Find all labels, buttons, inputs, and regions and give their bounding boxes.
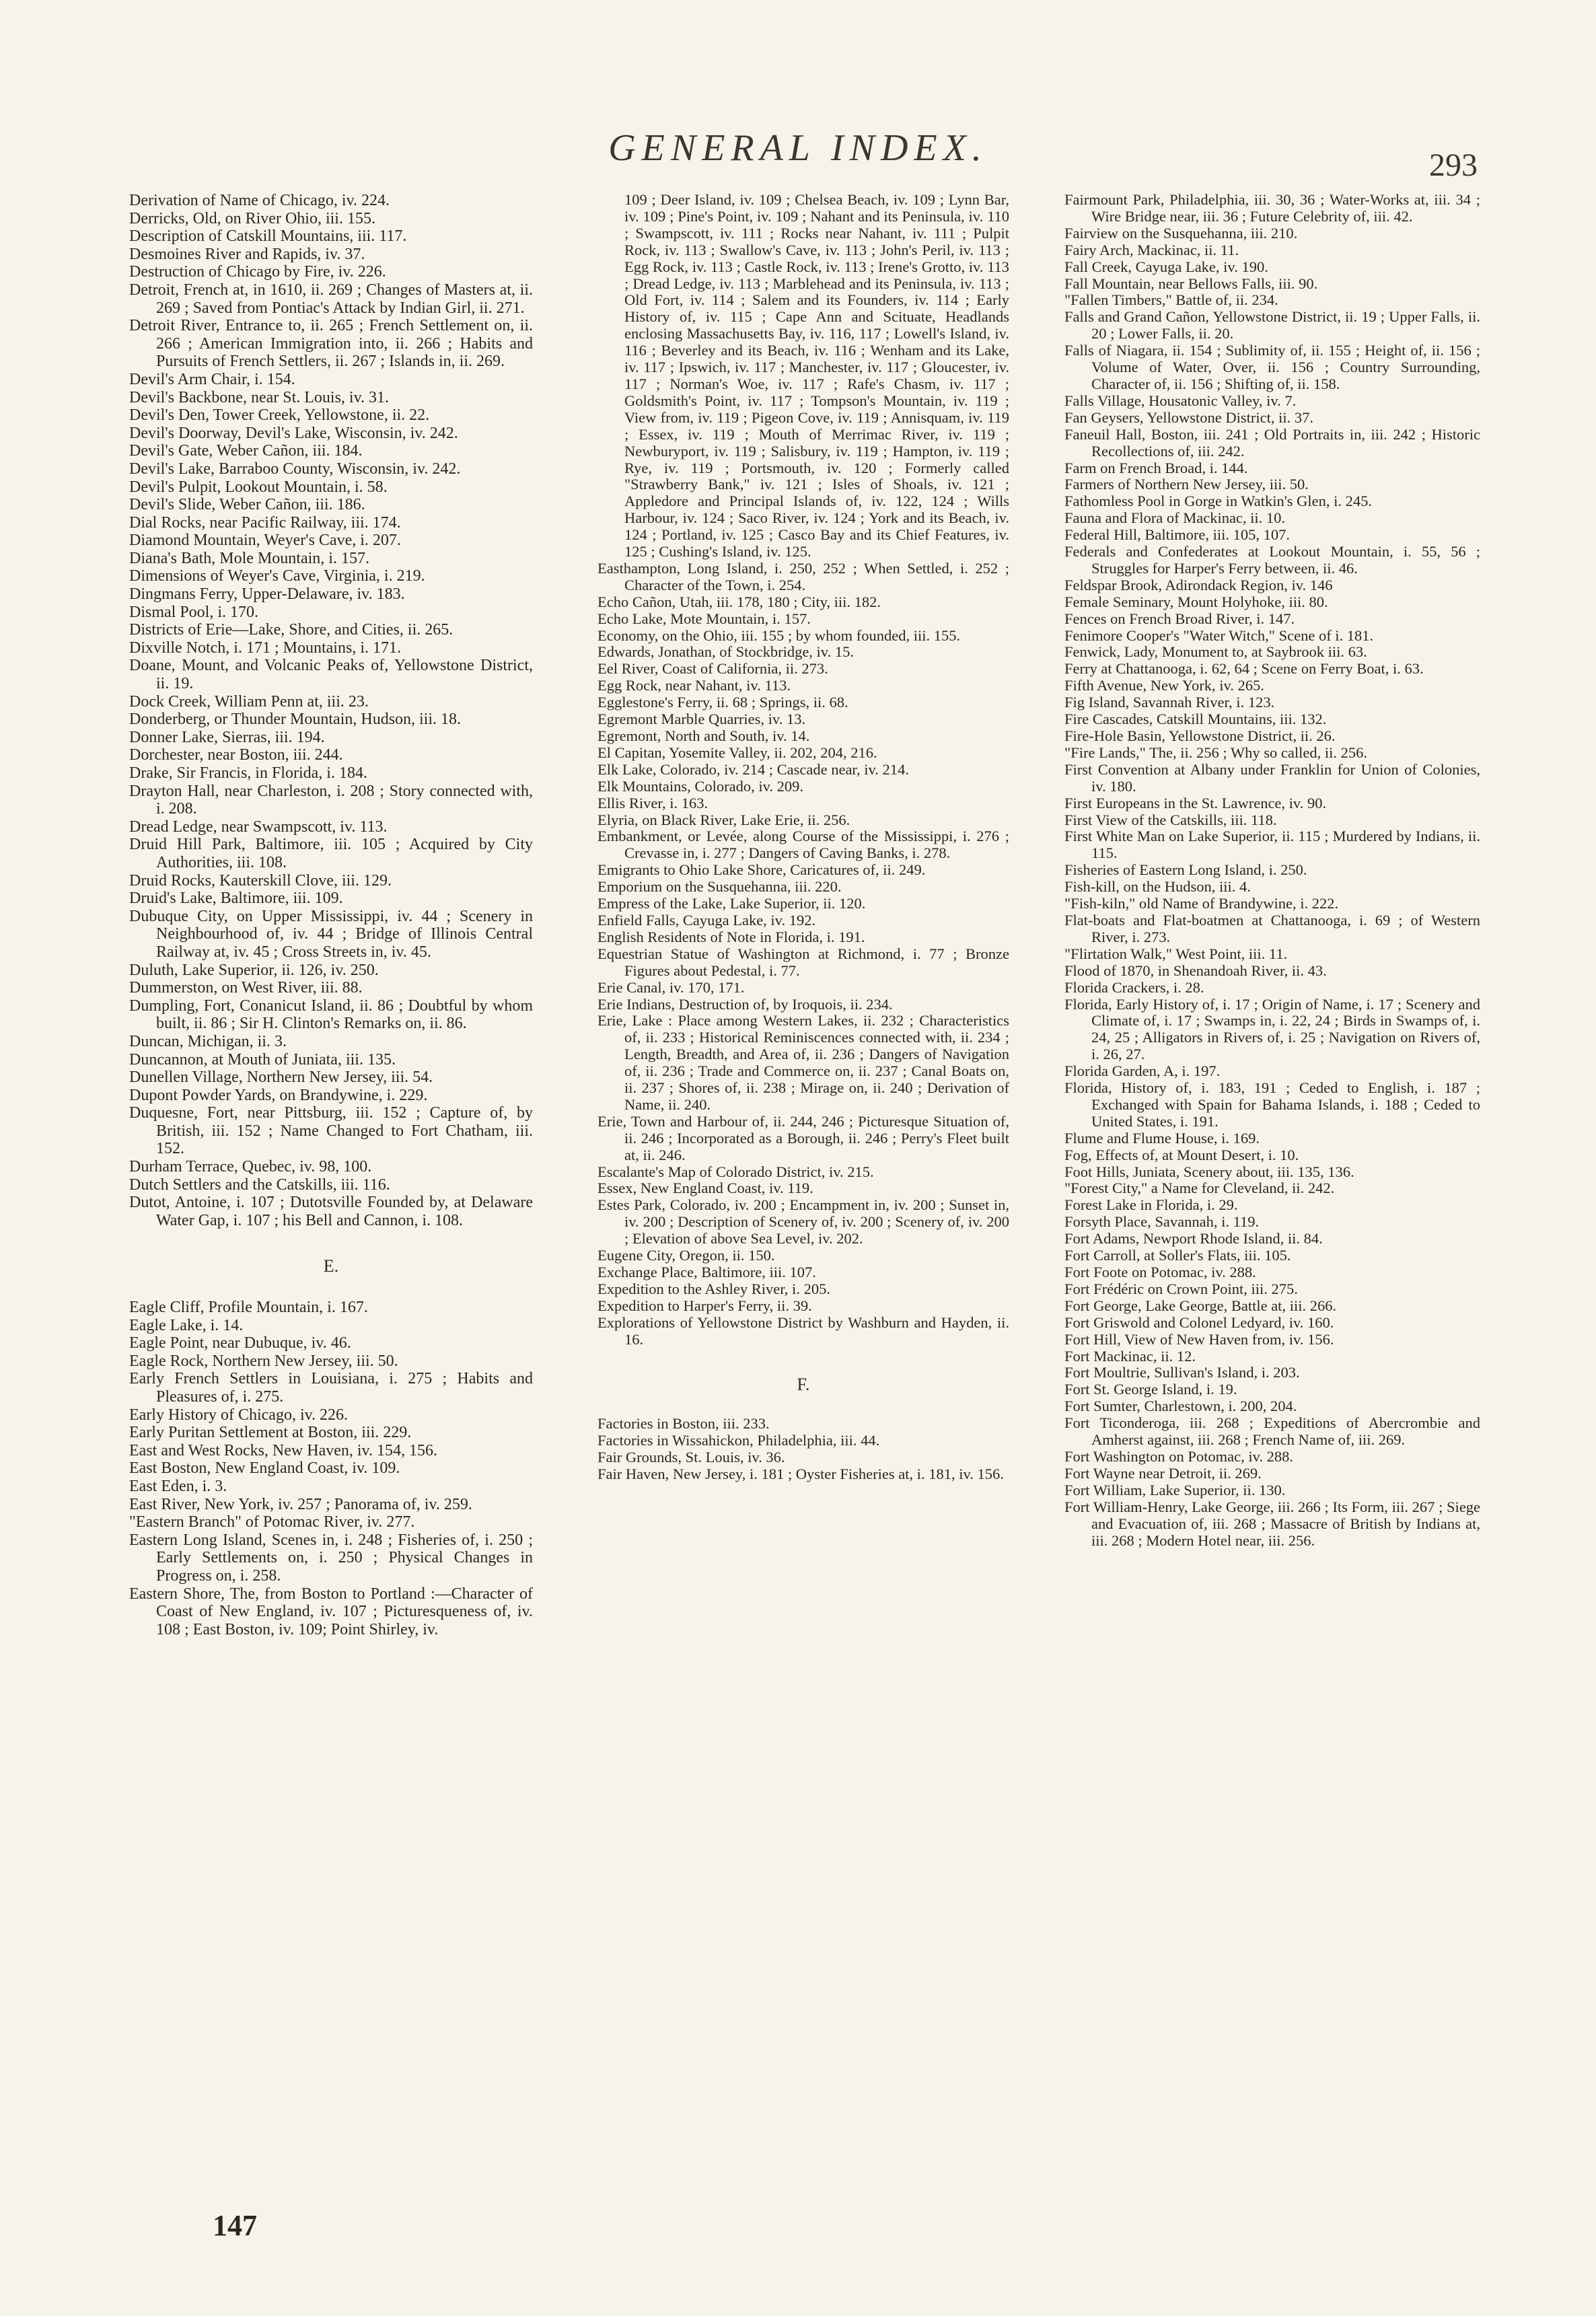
- index-entry: Dutot, Antoine, i. 107 ; Dutotsville Founded by, at Delaware Water Gap, i. 107 ; his Bell and Cannon, i. 108.: [129, 1194, 533, 1229]
- index-entry: Donner Lake, Sierras, iii. 194.: [129, 728, 325, 746]
- index-entry: Fort St. George Island, i. 19.: [1064, 1381, 1237, 1398]
- index-entry: Detroit River, Entrance to, ii. 265 ; French Settlement on, ii. 266 ; American Immigration into, ii. 266 ; Habits and Pursuits of French Settlers, ii. 267 ; Islands in, ii. 269.: [129, 317, 533, 371]
- index-entry: Devil's Gate, Weber Cañon, iii. 184.: [129, 442, 363, 460]
- index-entry: Durham Terrace, Quebec, iv. 98, 100.: [129, 1158, 372, 1176]
- index-entry: "Forest City," a Name for Cleveland, ii. 242.: [1064, 1180, 1335, 1197]
- index-entry: Fort Carroll, at Soller's Flats, iii. 105.: [1064, 1247, 1291, 1264]
- index-entry: East and West Rocks, New Haven, iv. 154, 156.: [129, 1441, 437, 1459]
- index-entry: "Fire Lands," The, ii. 256 ; Why so called, ii. 256.: [1064, 744, 1367, 761]
- index-entry: East Boston, New England Coast, iv. 109.: [129, 1459, 400, 1478]
- index-entry: Fenimore Cooper's "Water Witch," Scene of i. 181.: [1064, 626, 1374, 644]
- index-entry: Farm on French Broad, i. 144.: [1064, 459, 1248, 476]
- index-entry: Eagle Point, near Dubuque, iv. 46.: [129, 1334, 351, 1352]
- index-entry: Fort Hill, View of New Haven from, iv. 156.: [1064, 1330, 1334, 1348]
- index-entry: Elk Lake, Colorado, iv. 214 ; Cascade near, iv. 214.: [597, 760, 909, 778]
- index-entry: Devil's Slide, Weber Cañon, iii. 186.: [129, 496, 365, 514]
- index-entry: Fauna and Flora of Mackinac, ii. 10.: [1064, 509, 1286, 527]
- index-entry: Emporium on the Susquehanna, iii. 220.: [597, 878, 842, 896]
- index-entry: First View of the Catskills, iii. 118.: [1064, 811, 1277, 828]
- index-entry: Devil's Pulpit, Lookout Mountain, i. 58.: [129, 478, 388, 496]
- index-entry: Dingmans Ferry, Upper-Delaware, iv. 183.: [129, 585, 405, 604]
- index-entry: Eel River, Coast of California, ii. 273.: [597, 660, 828, 678]
- index-entry: Easthampton, Long Island, i. 250, 252 ; When Settled, i. 252 ; Character of the Town, i. 254.: [597, 559, 1009, 593]
- index-entry: Fort Washington on Potomac, iv. 288.: [1064, 1447, 1294, 1465]
- index-entry: Fish-kill, on the Hudson, iii. 4.: [1064, 878, 1251, 896]
- index-entry: Devil's Backbone, near St. Louis, iv. 31.: [129, 388, 390, 406]
- index-entry: Fences on French Broad River, i. 147.: [1064, 610, 1295, 627]
- index-entry: Eugene City, Oregon, ii. 150.: [597, 1247, 775, 1264]
- index-entry: Districts of Erie—Lake, Shore, and Cities, ii. 265.: [129, 621, 454, 639]
- index-entry: Dutch Settlers and the Catskills, iii. 116.: [129, 1175, 390, 1194]
- index-entry: Ferry at Chattanooga, i. 62, 64 ; Scene on Ferry Boat, i. 63.: [1064, 660, 1424, 678]
- index-entry: Fort Mackinac, ii. 12.: [1064, 1347, 1196, 1365]
- index-entry: Fig Island, Savannah River, i. 123.: [1064, 694, 1275, 711]
- index-entry: Factories in Wissahickon, Philadelphia, iii. 44.: [597, 1432, 880, 1449]
- index-entry: Fog, Effects of, at Mount Desert, i. 10.: [1064, 1146, 1299, 1163]
- index-entry: Dubuque City, on Upper Mississippi, iv. 44 ; Scenery in Neighbourhood of, iv. 44 ; Bridge of Illinois Central Railway at, iv. 45 ; Cross Streets in, iv. 45.: [129, 907, 533, 961]
- index-entry: Fort George, Lake George, Battle at, iii. 266.: [1064, 1297, 1337, 1314]
- index-entry: Doane, Mount, and Volcanic Peaks of, Yellowstone District, ii. 19.: [129, 657, 533, 693]
- index-column-3: [1064, 192, 1480, 1549]
- index-entry: Fort Sumter, Charlestown, i. 200, 204.: [1064, 1398, 1297, 1415]
- index-entry: Fairy Arch, Mackinac, ii. 11.: [1064, 241, 1239, 258]
- index-entry: Erie, Town and Harbour of, ii. 244, 246 ; Picturesque Situation of, ii. 246 ; Incorporated as a Borough, ii. 246 ; Perry's Fleet built at, ii. 246.: [597, 1112, 1009, 1163]
- index-entry: Derivation of Name of Chicago, iv. 224.: [129, 192, 390, 209]
- index-entry: Farmers of Northern New Jersey, iii. 50.: [1064, 476, 1309, 493]
- index-entry: Fort Moultrie, Sullivan's Island, i. 203.: [1064, 1364, 1300, 1381]
- index-entry: Dumpling, Fort, Conanicut Island, ii. 86 ; Doubtful by whom built, ii. 86 ; Sir H. Clinton's Remarks on, ii. 86.: [129, 997, 533, 1033]
- page-number: 293: [1429, 147, 1478, 183]
- index-entry: Exchange Place, Baltimore, iii. 107.: [597, 1264, 816, 1280]
- index-entry: Ellis River, i. 163.: [597, 794, 709, 811]
- index-entry: First Convention at Albany under Franklin for Union of Colonies, iv. 180.: [1064, 760, 1480, 795]
- index-entry: Federals and Confederates at Lookout Mountain, i. 55, 56 ; Struggles for Harper's Ferry between, ii. 46.: [1064, 543, 1480, 577]
- index-entry: Federal Hill, Baltimore, iii. 105, 107.: [1064, 526, 1290, 544]
- index-entry: Enfield Falls, Cayuga Lake, iv. 192.: [597, 911, 816, 929]
- index-entry: Erie Canal, iv. 170, 171.: [597, 978, 745, 996]
- index-entry: Fort Ticonderoga, iii. 268 ; Expeditions of Abercrombie and Amherst against, iii. 268 ; French Name of, iii. 269.: [1064, 1414, 1480, 1449]
- index-entry: Detroit, French at, in 1610, ii. 269 ; Changes of Masters at, ii. 269 ; Saved from Pontiac's Attack by Indian Girl, ii. 271.: [129, 281, 533, 317]
- index-entry: Fall Mountain, near Bellows Falls, iii. 90.: [1064, 275, 1318, 292]
- index-entry: Fort Adams, Newport Rhode Island, ii. 84.: [1064, 1230, 1323, 1247]
- index-entry: Drake, Sir Francis, in Florida, i. 184.: [129, 764, 367, 782]
- index-entry: Diana's Bath, Mole Mountain, i. 157.: [129, 549, 369, 567]
- index-entry: Edwards, Jonathan, of Stockbridge, iv. 15.: [597, 643, 854, 661]
- index-entry: Florida Garden, A, i. 197.: [1064, 1062, 1221, 1080]
- index-entry: "Fish-kiln," old Name of Brandywine, i. 222.: [1064, 895, 1339, 912]
- index-entry: Dupont Powder Yards, on Brandywine, i. 229.: [129, 1086, 428, 1104]
- index-entry: Foot Hills, Juniata, Scenery about, iii. 135, 136.: [1064, 1163, 1354, 1180]
- index-entry: Duncan, Michigan, ii. 3.: [129, 1032, 287, 1050]
- index-column-1: [129, 192, 533, 1638]
- index-entry: Female Seminary, Mount Holyhoke, iii. 80.: [1064, 593, 1328, 610]
- index-entry: First Europeans in the St. Lawrence, iv. 90.: [1064, 794, 1327, 811]
- index-entry: Dixville Notch, i. 171 ; Mountains, i. 171.: [129, 639, 401, 657]
- index-entry: Early History of Chicago, iv. 226.: [129, 1406, 349, 1424]
- index-entry: Expedition to the Ashley River, i. 205.: [597, 1280, 830, 1297]
- index-entry: Florida, History of, i. 183, 191 ; Ceded to English, i. 187 ; Exchanged with Spain for Bahama Islands, i. 188 ; Ceded to United States, i. 191.: [1064, 1079, 1480, 1130]
- index-entry: Florida Crackers, i. 28.: [1064, 978, 1204, 996]
- index-entry: Fairmount Park, Philadelphia, iii. 30, 36 ; Water-Works at, iii. 34 ; Wire Bridge near, iii. 36 ; Future Celebrity of, iii. 42.: [1064, 191, 1480, 225]
- index-entry: Fort Frédéric on Crown Point, iii. 275.: [1064, 1280, 1298, 1297]
- index-entry: Falls Village, Housatonic Valley, iv. 7.: [1064, 392, 1297, 409]
- section-letter: F.: [797, 1374, 810, 1394]
- index-entry: Florida, Early History of, i. 17 ; Origin of Name, i. 17 ; Scenery and Climate of, i. 17 ; Swamps in, i. 22, 24 ; Birds in Swamps of, i. 24, 25 ; Alligators in Rivers of, i. 25 ; Navigation on Rivers of, i. 26, 27.: [1064, 995, 1480, 1063]
- index-entry: Fair Haven, New Jersey, i. 181 ; Oyster Fisheries at, i. 181, iv. 156.: [597, 1465, 1004, 1483]
- index-entry: Fort Foote on Potomac, iv. 288.: [1064, 1264, 1256, 1280]
- index-entry: El Capitan, Yosemite Valley, ii. 202, 204, 216.: [597, 744, 877, 761]
- index-entry: Fathomless Pool in Gorge in Watkin's Glen, i. 245.: [1064, 493, 1373, 510]
- index-entry: Devil's Doorway, Devil's Lake, Wisconsin, iv. 242.: [129, 424, 458, 442]
- index-entry: Devil's Arm Chair, i. 154.: [129, 370, 295, 388]
- index-entry: Egg Rock, near Nahant, iv. 113.: [597, 677, 791, 694]
- index-entry: Flat-boats and Flat-boatmen at Chattanooga, i. 69 ; of Western River, i. 273.: [1064, 911, 1480, 945]
- index-entry: Flume and Flume House, i. 169.: [1064, 1129, 1260, 1147]
- index-entry: "Flirtation Walk," West Point, iii. 11.: [1064, 945, 1288, 962]
- index-entry: Duquesne, Fort, near Pittsburg, iii. 152 ; Capture of, by British, iii. 152 ; Name Changed to Fort Chatham, iii. 152.: [129, 1104, 533, 1158]
- index-entry: Fall Creek, Cayuga Lake, iv. 190.: [1064, 258, 1268, 275]
- index-entry: Donderberg, or Thunder Mountain, Hudson, iii. 18.: [129, 711, 462, 729]
- index-entry: Dismal Pool, i. 170.: [129, 603, 259, 621]
- index-entry: Dock Creek, William Penn at, iii. 23.: [129, 692, 369, 711]
- index-entry: Fort Griswold and Colonel Ledyard, iv. 160.: [1064, 1313, 1334, 1331]
- index-entry: Fan Geysers, Yellowstone District, ii. 37.: [1064, 408, 1313, 426]
- index-entry: Empress of the Lake, Lake Superior, ii. 120.: [597, 895, 866, 912]
- index-entry: Druid Hill Park, Baltimore, iii. 105 ; Acquired by City Authorities, iii. 108.: [129, 836, 533, 871]
- index-entry: Fort William-Henry, Lake George, iii. 266 ; Its Form, iii. 267 ; Siege and Evacuation of, iii. 268 ; Massacre of British by Indians at, iii. 268 ; Modern Hotel near, iii. 256.: [1064, 1498, 1480, 1549]
- index-entry: Emigrants to Ohio Lake Shore, Caricatures of, ii. 249.: [597, 861, 926, 879]
- index-entry: Echo Lake, Mote Mountain, i. 157.: [597, 610, 811, 627]
- index-entry: Dunellen Village, Northern New Jersey, iii. 54.: [129, 1069, 433, 1087]
- index-entry: Eagle Cliff, Profile Mountain, i. 167.: [129, 1299, 368, 1317]
- index-entry: Fenwick, Lady, Monument to, at Saybrook iii. 63.: [1064, 643, 1367, 661]
- index-entry: Embankment, or Levée, along Course of the Mississippi, i. 276 ; Crevasse in, i. 277 ; Dangers of Caving Banks, i. 278.: [597, 828, 1009, 862]
- index-entry: English Residents of Note in Florida, i. 191.: [597, 928, 865, 945]
- index-entry: Devil's Lake, Barraboo County, Wisconsin, iv. 242.: [129, 460, 461, 478]
- index-entry: Fort William, Lake Superior, ii. 130.: [1064, 1481, 1286, 1498]
- index-entry: Early French Settlers in Louisiana, i. 275 ; Habits and Pleasures of, i. 275.: [129, 1370, 533, 1406]
- index-entry: Falls of Niagara, ii. 154 ; Sublimity of, ii. 155 ; Height of, ii. 156 ; Volume of Water, Over, ii. 156 ; Country Surrounding, Character of, ii. 156 ; Shifting of, ii. 158.: [1064, 342, 1480, 392]
- index-entry: "Fallen Timbers," Battle of, ii. 234.: [1064, 291, 1278, 309]
- index-entry: Economy, on the Ohio, iii. 155 ; by whom founded, iii. 155.: [597, 626, 961, 644]
- index-entry: First White Man on Lake Superior, ii. 115 ; Murdered by Indians, ii. 115.: [1064, 828, 1480, 862]
- index-entry: Elyria, on Black River, Lake Erie, ii. 256.: [597, 811, 850, 828]
- index-entry: Eastern Long Island, Scenes in, i. 248 ; Fisheries of, i. 250 ; Early Settlements on, i. 250 ; Physical Changes in Progress on, i. 258.: [129, 1531, 533, 1585]
- index-entry: Essex, New England Coast, iv. 119.: [597, 1180, 813, 1197]
- index-entry: "Eastern Branch" of Potomac River, iv. 277.: [129, 1513, 415, 1531]
- folio: 147: [213, 2209, 257, 2242]
- index-entry: Estes Park, Colorado, iv. 200 ; Encampment in, iv. 200 ; Sunset in, iv. 200 ; Description of Scenery of, iv. 200 ; Scenery of, iv. 200 ; Elevation of above Sea Level, iv. 202.: [597, 1196, 1009, 1247]
- index-entry: Egremont Marble Quarries, iv. 13.: [597, 711, 806, 728]
- section-letter: E.: [323, 1256, 339, 1276]
- index-entry: Equestrian Statue of Washington at Richmond, i. 77 ; Bronze Figures about Pedestal, i. 77.: [597, 945, 1009, 979]
- index-entry: Eastern Shore, The, from Boston to Portland :—Character of Coast of New England, iv. 107 ; Picturesqueness of, iv. 108 ; East Boston, iv. 109; Point Shirley, iv.: [129, 1585, 533, 1638]
- index-entry: Dimensions of Weyer's Cave, Virginia, i. 219.: [129, 567, 425, 585]
- index-entry: Fire-Hole Basin, Yellowstone District, ii. 26.: [1064, 727, 1336, 744]
- index-entry: East River, New York, iv. 257 ; Panorama of, iv. 259.: [129, 1495, 472, 1513]
- index-entry: Eagle Rock, Northern New Jersey, iii. 50.: [129, 1352, 398, 1370]
- index-entry: Destruction of Chicago by Fire, iv. 226.: [129, 263, 386, 281]
- index-entry: Drayton Hall, near Charleston, i. 208 ; Story connected with, i. 208.: [129, 782, 533, 818]
- index-entry: Duncannon, at Mouth of Juniata, iii. 135.: [129, 1050, 396, 1069]
- index-entry: Erie, Lake : Place among Western Lakes, ii. 232 ; Characteristics of, ii. 233 ; Historical Reminiscences connected with, ii. 234 ; Length, Breadth, and Area of, ii. 236 ; Dangers of Navigation of, ii. 236 ; Trade and Commerce on, ii. 237 ; Canal Boats on, ii. 237 ; Shores of, ii. 238 ; Mirage on, ii. 240 ; Derivation of Name, ii. 240.: [597, 1012, 1009, 1113]
- index-entry-continued: 109 ; Deer Island, iv. 109 ; Chelsea Beach, iv. 109 ; Lynn Bar, iv. 109 ; Pine's Point, iv. 109 ; Nahant and its Peninsula, iv. 110 ; Swampscott, iv. 111 ; Rocks near Nahant, iv. 111 ; Pulpit Rock, iv. 113 ; Swallow's Cave, iv. 113 ; John's Peril, iv. 113 ; Egg Rock, iv. 113 ; Castle Rock, iv. 113 ; Irene's Grotto, iv. 113 ; Dread Ledge, iv. 113 ; Marblehead and its Peninsula, iv. 113 ; Old Fort, iv. 114 ; Salem and its Founders, iv. 114 ; Early History of, iv. 115 ; Cape Ann and Scituate, Headlands enclosing Massachusetts Bay, iv. 116, 117 ; Lowell's Island, iv. 116 ; Beverley and its Beach, iv. 116 ; Wenham and its Lake, iv. 117 ; Ipswich, iv. 117 ; Manchester, iv. 117 ; Gloucester, iv. 117 ; Norman's Woe, iv. 117 ; Rafe's Chasm, iv. 117 ; Goldsmith's Point, iv. 117 ; Tompson's Mountain, iv. 119 ; View from, iv. 119 ; Pigeon Cove, iv. 119 ; Annisquam, iv. 119 ; Essex, iv. 119 ; Mouth of Merrimac River, iv. 119 ; Newburyport, iv. 119 ; Salisbury, iv. 119 ; Hampton, iv. 119 ; Rye, iv. 119 ; Portsmouth, iv. 120 ; Formerly called "Strawberry Bank," iv. 121 ; Isles of Shoals, iv. 121 ; Appledore and Principal Islands of, iv. 122, 124 ; Wills Harbour, iv. 124 ; Saco River, iv. 124 ; York and its Beach, iv. 124 ; Portland, iv. 125 ; Casco Bay and its Chief Features, iv. 125 ; Cushing's Island, iv. 125.: [624, 191, 1009, 560]
- index-entry: Fairview on the Susquehanna, iii. 210.: [1064, 224, 1298, 242]
- index-entry: Faneuil Hall, Boston, iii. 241 ; Old Portraits in, iii. 242 ; Historic Recollections of, iii. 242.: [1064, 425, 1480, 460]
- index-entry: Devil's Den, Tower Creek, Yellowstone, ii. 22.: [129, 406, 430, 425]
- index-entry: Diamond Mountain, Weyer's Cave, i. 207.: [129, 532, 401, 550]
- index-entry: Desmoines River and Rapids, iv. 37.: [129, 245, 365, 263]
- running-title: GENERAL INDEX.: [608, 127, 988, 169]
- index-entry: Duluth, Lake Superior, ii. 126, iv. 250.: [129, 961, 379, 979]
- index-entry: Druid's Lake, Baltimore, iii. 109.: [129, 890, 343, 908]
- index-entry: Description of Catskill Mountains, iii. 117.: [129, 227, 407, 246]
- index-entry: Dial Rocks, near Pacific Railway, iii. 174.: [129, 513, 401, 532]
- index-entry: East Eden, i. 3.: [129, 1477, 227, 1495]
- index-entry: Egglestone's Ferry, ii. 68 ; Springs, ii. 68.: [597, 694, 848, 711]
- index-entry: Elk Mountains, Colorado, iv. 209.: [597, 777, 804, 795]
- index-entry: Dorchester, near Boston, iii. 244.: [129, 746, 343, 764]
- index-entry: Derricks, Old, on River Ohio, iii. 155.: [129, 209, 375, 227]
- index-entry: Fire Cascades, Catskill Mountains, iii. 132.: [1064, 711, 1327, 728]
- index-entry: Factories in Boston, iii. 233.: [597, 1415, 770, 1433]
- index-entry: Eagle Lake, i. 14.: [129, 1316, 244, 1334]
- index-entry: Echo Cañon, Utah, iii. 178, 180 ; City, iii. 182.: [597, 593, 881, 610]
- index-column-2: [597, 192, 1009, 1483]
- index-entry: Fisheries of Eastern Long Island, i. 250.: [1064, 861, 1307, 879]
- index-entry: Fifth Avenue, New York, iv. 265.: [1064, 677, 1264, 694]
- index-entry: Fair Grounds, St. Louis, iv. 36.: [597, 1449, 785, 1466]
- index-entry: Erie Indians, Destruction of, by Iroquois, ii. 234.: [597, 995, 893, 1013]
- index-entry: Dread Ledge, near Swampscott, iv. 113.: [129, 818, 388, 836]
- index-entry: Dummerston, on West River, iii. 88.: [129, 979, 363, 997]
- index-entry: Explorations of Yellowstone District by Washburn and Hayden, ii. 16.: [597, 1313, 1009, 1348]
- index-entry: Feldspar Brook, Adirondack Region, iv. 146: [1064, 576, 1333, 593]
- index-entry: Early Puritan Settlement at Boston, iii. 229.: [129, 1424, 412, 1442]
- index-entry: Escalante's Map of Colorado District, iv. 215.: [597, 1163, 874, 1180]
- index-entry: Druid Rocks, Kauterskill Clove, iii. 129.: [129, 871, 392, 890]
- index-entry: Fort Wayne near Detroit, ii. 269.: [1064, 1464, 1262, 1482]
- index-entry: Expedition to Harper's Ferry, ii. 39.: [597, 1297, 812, 1314]
- index-entry: Forsyth Place, Savannah, i. 119.: [1064, 1213, 1260, 1231]
- index-entry: Egremont, North and South, iv. 14.: [597, 727, 810, 744]
- index-entry: Falls and Grand Cañon, Yellowstone District, ii. 19 ; Upper Falls, ii. 20 ; Lower Falls, ii. 20.: [1064, 308, 1480, 342]
- index-entry: Forest Lake in Florida, i. 29.: [1064, 1196, 1238, 1214]
- index-entry: Flood of 1870, in Shenandoah River, ii. 43.: [1064, 962, 1327, 979]
